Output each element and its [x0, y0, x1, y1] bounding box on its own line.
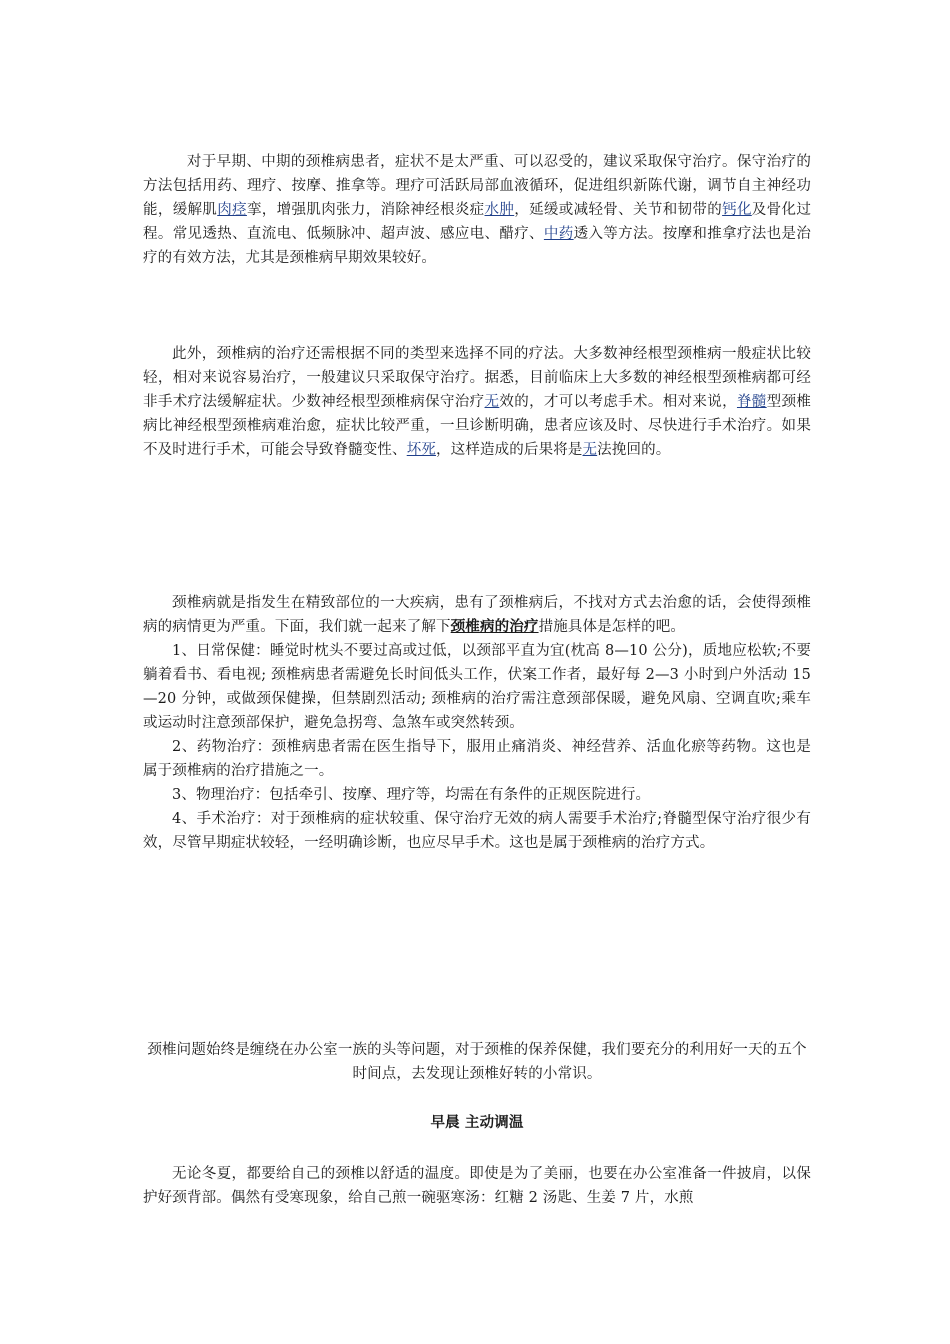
link-chinese-medicine[interactable]: 中药 [543, 226, 574, 242]
link-irreversible[interactable]: 无 [582, 442, 598, 458]
link-necrosis[interactable]: 坏死 [406, 442, 437, 458]
paragraph-treatment-measures [143, 591, 811, 855]
link-calcification[interactable]: 钙化 [722, 202, 752, 218]
link-edema[interactable]: 水肿 [484, 202, 515, 218]
link-ineffective[interactable]: 无 [484, 394, 500, 410]
section-heading [143, 1111, 811, 1135]
text-segment: ，延缓或减轻骨、关节和韧带的 [514, 202, 723, 218]
link-cervical-treatment[interactable]: 颈椎病的治疗 [450, 618, 539, 635]
text-segment: 透入等方法。按摩和推拿疗法也是治疗的有效方法，尤其是颈椎病早期效果较好。 [143, 226, 811, 266]
list-item: 4、手术治疗：对于颈椎病的症状较重、保守治疗无效的病人需要手术治疗;脊髓型保守治疗很少有效，尽管早期症状较轻，一经明确诊断，也应尽早手术。这也是属于颈椎病的治疗方式。 [143, 811, 811, 851]
text-segment: 措施具体是怎样的吧。 [538, 619, 686, 635]
text-segment: 此外，颈椎病的治疗还需根据不同的类型来选择不同的疗法。大多数神经根型颈椎病一般症状比较轻，相对来说容易治疗，一般建议只采取保守治疗。据悉，目前临床上大多数的神经根型颈椎病都可经非手术疗法缓解症状。少数神经根型颈椎病保守治疗 [143, 346, 811, 410]
morning-text: 无论冬夏，都要给自己的颈椎以舒适的温度。即使是为了美丽，也要在办公室准备一件披肩，以保护好颈背部。偶然有受寒现象，给自己煎一碗驱寒汤：红糖 2 汤匙、生姜 7 片，水煎 [143, 1166, 811, 1206]
list-item: 3、物理治疗：包括牵引、按摩、理疗等，均需在有条件的正规医院进行。 [172, 787, 651, 803]
paragraph-conservative-treatment [143, 150, 811, 270]
text-segment: 效的，才可以考虑手术。相对来说， [499, 394, 737, 410]
text-segment: ，这样造成的后果将是 [436, 442, 583, 458]
paragraph-intro [143, 1038, 811, 1086]
text-segment: 对于早期、中期的颈椎病患者，症状不是太严重、可以忍受的，建议采取保守治疗。保守治疗的方法包括用药、理疗、按摩、推拿等。理疗可活跃局部血液循环，促进组织新陈代谢，调节自主神经功能，缓解肌 [143, 154, 811, 218]
list-item: 1、日常保健：睡觉时枕头不要过高或过低，以颈部平直为宜(枕高 8—10 公分)，质地应松软;不要躺着看书、看电视; 颈椎病患者需避免长时间低头工作，伏案工作者，最好每 2—3 小时到户外活动 15—20 分钟，或做颈保健操，但禁剧烈活动; 颈椎病的治疗需注意颈部保暖，避免风扇、空调直吹;乘车或运动时注意颈部保护，避免急拐弯、急煞车或突然转颈。 [143, 643, 811, 731]
paragraph-treatment-types [143, 342, 811, 462]
link-muscle-spasm[interactable]: 肉痉 [217, 202, 247, 218]
heading-text: 早晨 主动调温 [430, 1115, 524, 1131]
link-spinal-cord[interactable]: 脊髓 [736, 394, 767, 410]
text-segment: 型颈椎病比神经根型颈椎病难治愈，症状比较严重，一旦诊断明确，患者应该及时、尽快进行手术治疗。如果不及时进行手术，可能会导致脊髓变性、 [143, 394, 812, 458]
text-segment: 颈椎病就是指发生在精致部位的一大疾病，患有了颈椎病后，不找对方式去治愈的话，会使得颈椎病的病情更为严重。下面，我们就一起来了解下 [143, 595, 811, 635]
intro-text: 颈椎问题始终是缠绕在办公室一族的头等问题，对于颈椎的保养保健，我们要充分的利用好一天的五个时间点，去发现让颈椎好转的小常识。 [147, 1042, 807, 1082]
text-segment: 法挽回的。 [597, 442, 671, 458]
list-item: 2、药物治疗：颈椎病患者需在医生指导下，服用止痛消炎、神经营养、活血化瘀等药物。这也是属于颈椎病的治疗措施之一。 [143, 739, 811, 779]
text-segment: 及骨化过程。常见透热、直流电、低频脉冲、超声波、感应电、醋疗、 [143, 202, 811, 242]
paragraph-morning [143, 1162, 811, 1210]
text-segment: 挛，增强肌肉张力，消除神经根炎症 [246, 202, 485, 218]
